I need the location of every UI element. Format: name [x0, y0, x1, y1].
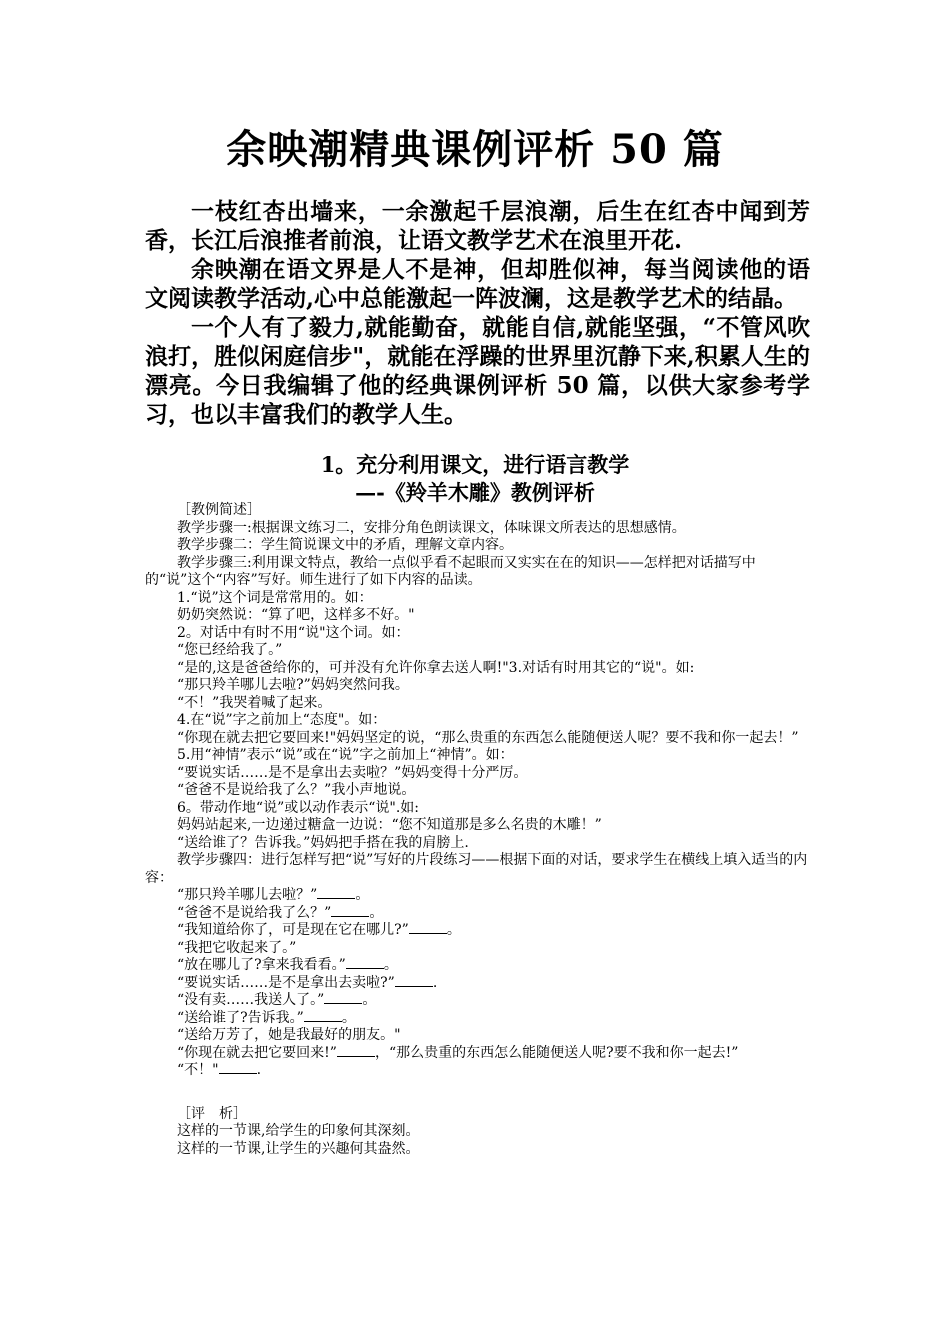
- intro-paragraph-3: 一个人有了毅力,就能勤奋，就能自信,就能坚强，“不管风吹浪打，胜似闲庭信步"，就能在浮躁的世界里沉静下来,积累人生的漂亮。今日我编辑了他的经典课例评析 50 篇，以供大家参考学习，也以丰富我们的教学人生。: [145, 314, 810, 428]
- case-summary-label: ［教例简述］: [177, 502, 261, 518]
- exercise-text: “送给谁了?告诉我。”: [177, 1009, 304, 1026]
- example-text: “你现在就去把它要回来!"妈妈坚定的说，“那么贵重的东西怎么能随便送人呢？要不我和你一起去！”: [177, 729, 799, 746]
- exercise-punct: 。: [383, 957, 398, 973]
- example-text: 妈妈站起来,一边递过糖盒一边说：“您不知道那是多么名贵的木雕！”: [177, 817, 602, 833]
- lesson-body: [145, 502, 810, 1158]
- example-text: “爸爸不是说给我了么？”我小声地说。: [177, 782, 416, 798]
- section-heading: 1。充分利用课文，进行语言教学: [320, 452, 630, 477]
- exercise-line: [145, 1062, 810, 1080]
- exercise-line: [145, 905, 810, 923]
- exercise-line: [145, 992, 810, 1010]
- exercise-punct: 。: [355, 887, 370, 903]
- exercise-punct: 。: [446, 922, 461, 938]
- fill-blank: [337, 1045, 375, 1057]
- fill-blank: [324, 992, 362, 1004]
- fill-blank: [395, 975, 433, 987]
- exercise-text: “没有卖……我送人了。”: [177, 992, 325, 1008]
- fill-blank: [331, 905, 369, 917]
- point-4: 4.在“说”字之前加上“态度"。如：: [177, 712, 387, 728]
- point-5: 5.用“神情”表示“说”或在“说”字之前加上“神情”。如：: [177, 747, 514, 763]
- analysis-text: 这样的一节课,让学生的兴趣何其盎然。: [177, 1140, 420, 1157]
- step-three: 教学步骤三:利用课文特点，教给一点似乎看不起眼而又实实在在的知识——怎样把对话描写中的“说”这个“内容”写好。师生进行了如下内容的品读。: [145, 554, 756, 588]
- exercise-text: “爸爸不是说给我了么？”: [177, 904, 332, 921]
- fill-blank: [219, 1062, 257, 1074]
- exercise-punct: 。: [369, 904, 384, 921]
- exercise-line: [145, 922, 810, 940]
- example-text: “那只羚羊哪儿去啦?”妈妈突然问我。: [177, 677, 409, 693]
- intro-section: [145, 197, 810, 429]
- exercise-punct: .: [432, 974, 438, 991]
- document-title: 余映潮精典课例评析 50 篇: [226, 126, 724, 173]
- example-text: “要说实话……是不是拿出去卖啦？”妈妈变得十分严厉。: [177, 764, 528, 781]
- exercise-text: “我知道给你了，可是现在它在哪儿?”: [177, 922, 409, 938]
- exercise-line: [145, 957, 810, 975]
- step-one: 教学步骤一:根据课文练习二，安排分角色朗读课文，体味课文所表达的思想感情。: [177, 519, 686, 536]
- exercise-line: [145, 1045, 810, 1063]
- exercise-text: ，“那么贵重的东西怎么能随便送人呢?要不我和你一起去!”: [374, 1044, 739, 1061]
- analysis-label: ［评 析］: [177, 1105, 247, 1122]
- step-four: 教学步骤四：进行怎样写把“说”写好的片段练习——根据下面的对话，要求学生在横线上填入适当的内容：: [145, 852, 808, 886]
- exercise-line: [145, 887, 810, 905]
- example-text: “是的,这是爸爸给你的，可并没有允许你拿去送人啊!"3.对话有时用其它的“说"。如:: [177, 659, 695, 676]
- exercise-line: [145, 975, 810, 993]
- example-text: “您已经给我了。”: [177, 642, 283, 658]
- exercise-punct: .: [256, 1062, 262, 1078]
- exercise-text: “要说实话……是不是拿出去卖啦?”: [177, 974, 395, 991]
- example-text: “不！”我哭着喊了起来。: [177, 694, 332, 711]
- section-subheading: —-《羚羊木雕》教例评析: [355, 480, 595, 505]
- example-text: “送给谁了？告诉我。”妈妈把手搭在我的肩膀上.: [177, 834, 469, 851]
- exercise-text: “放在哪儿了?拿来我看看。”: [177, 957, 346, 973]
- exercise-text: “那只羚羊哪儿去啦？”: [177, 887, 318, 903]
- point-6: 6。带动作地“说”或以动作表示“说".如:: [177, 799, 419, 816]
- fill-blank: [346, 957, 384, 969]
- exercise-line: “我把它收起来了。”: [177, 939, 297, 956]
- intro-paragraph-1: 一枝红杏出墙来，一余激起千层浪潮，后生在红杏中闻到芳香，长江后浪推者前浪，让语文教学艺术在浪里开花.: [145, 198, 810, 254]
- analysis-text: 这样的一节课,给学生的印象何其深刻。: [177, 1123, 420, 1139]
- fill-blank: [304, 1010, 342, 1022]
- example-text: 奶奶突然说：“算了吧，这样多不好。": [177, 607, 415, 623]
- step-two: 教学步骤二：学生简说课文中的矛盾，理解文章内容。: [177, 537, 513, 553]
- fill-blank: [317, 887, 355, 899]
- spacer: [145, 1080, 810, 1106]
- exercise-text: “不！": [177, 1062, 219, 1078]
- exercise-line: “送给万芳了，她是我最好的朋友。": [177, 1027, 401, 1043]
- exercise-line: [145, 1010, 810, 1028]
- exercise-text: “你现在就去把它要回来!”: [177, 1044, 337, 1061]
- exercise-punct: 。: [362, 992, 377, 1008]
- fill-blank: [409, 922, 447, 934]
- intro-paragraph-2: 余映潮在语文界是人不是神，但却胜似神，每当阅读他的语文阅读教学活动,心中总能激起一阵波澜，这是教学艺术的结晶。: [145, 256, 810, 312]
- point-1: 1.“说”这个词是常常用的。如：: [177, 589, 373, 606]
- point-2: 2。对话中有时不用“说"这个词。如：: [177, 624, 410, 641]
- exercise-punct: 。: [341, 1009, 356, 1026]
